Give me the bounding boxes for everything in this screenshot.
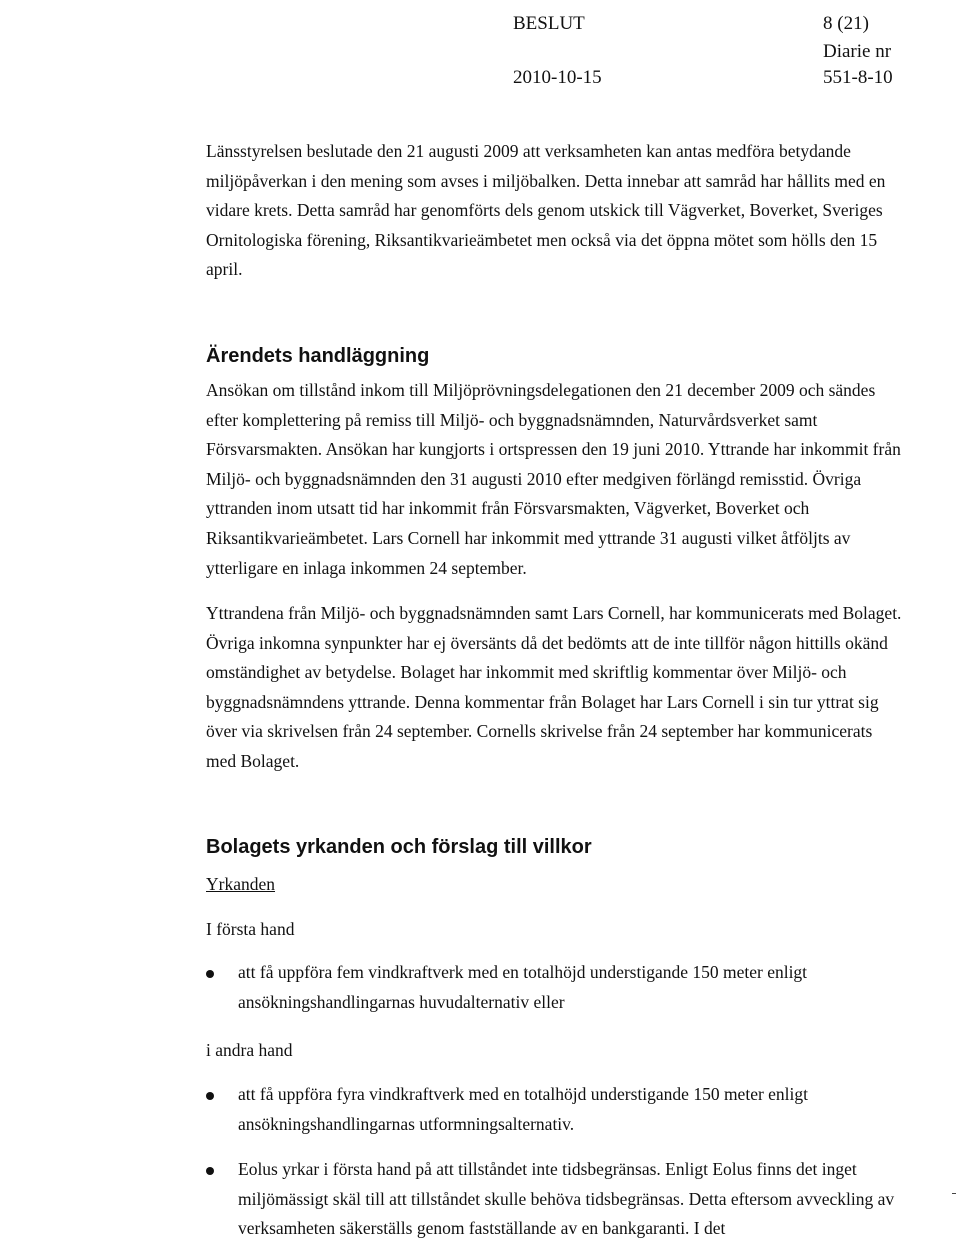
section-heading-handlaggning: Ärendets handläggning <box>206 345 430 367</box>
diarie-label: Diarie nr <box>823 41 892 62</box>
handlaggning-paragraph-2: Yttrandena från Miljö- och byggnadsnämnden samt Lars Cornell, har kommunicerats med Bolaget. Övriga inkomna synpunkter har ej översänts då det bedömts att de inte tillför någon hittills okänd omständighet av betydelse. Bolaget har inkommit med skriftlig kommentar över Miljö- och byggnadsnämndens yttrande. Denna kommentar från Bolaget har Lars Cornell i sin tur yttrat sig över via skrivelsen från 24 september. Cornells skrivelse från 24 september har kommunicerats med Bolaget. <box>206 603 902 771</box>
bullet-icon <box>206 970 214 978</box>
document-date: 2010-10-15 <box>513 67 602 88</box>
diarie-number: 551-8-10 <box>823 67 893 88</box>
page-number: 8 (21) <box>823 13 869 34</box>
list-item-text: att få uppföra fyra vindkraftverk med en totalhöjd understigande 150 meter enligt ansökningshandlingarnas utformningsalternativ. <box>238 1084 809 1134</box>
bullet-icon <box>206 1167 214 1175</box>
doc-type: BESLUT <box>513 13 585 34</box>
list-item <box>206 958 906 1017</box>
subheading-yrkanden: Yrkanden <box>206 874 276 894</box>
handlaggning-paragraph-1: Ansökan om tillstånd inkom till Miljöprövningsdelegationen den 21 december 2009 och sändes efter komplettering på remiss till Miljö- och byggnadsnämnden, Naturvårdsverket samt Försvarsmakten. Ansökan har kungjorts i ortspressen den 19 juni 2010. Yttrande har inkommit från Miljö- och byggnadsnämnden den 31 augusti 2010 efter medgiven förlängd remisstid. Övriga yttranden inom utsatt tid har inkommit från Försvarsmakten, Vägverket, Boverket och Riksantikvarieämbetet. Lars Cornell har inkommit med yttrande 31 augusti vilket åtföljts av ytterligare en inlaga inkommen 24 september. <box>206 380 901 578</box>
list-item <box>206 1155 906 1244</box>
label-andra-hand: i andra hand <box>206 1040 293 1060</box>
list-item-text: att få uppföra fem vindkraftverk med en totalhöjd understigande 150 meter enligt ansökningshandlingarnas huvudalternativ eller <box>238 962 808 1012</box>
section-heading-yrkanden: Bolagets yrkanden och förslag till villkor <box>206 836 592 858</box>
list-item-text: Eolus yrkar i första hand på att tillståndet inte tidsbegränsas. Enligt Eolus finns det inget miljömässigt skäl till att tillståndet skulle behöva tidsbegränsas. Detta eftersom avveckling av verksamheten säkerställs genom fastställande av en bankgaranti. I det <box>238 1159 895 1239</box>
intro-paragraph: Länsstyrelsen beslutade den 21 augusti 2009 att verksamheten kan antas medföra betydande miljöpåverkan i den mening som avses i miljöbalken. Detta innebar att samråd har hållits med en vidare krets. Detta samråd har genomförts dels genom utskick till Vägverket, Boverket, Sveriges Ornitologiska förening, Riksantikvarieämbetet men också via det öppna mötet som hölls den 15 april. <box>206 141 886 280</box>
label-forsta-hand: I första hand <box>206 919 295 939</box>
scan-artifact <box>952 1193 956 1194</box>
list-item <box>206 1080 906 1139</box>
bullet-icon <box>206 1092 214 1100</box>
